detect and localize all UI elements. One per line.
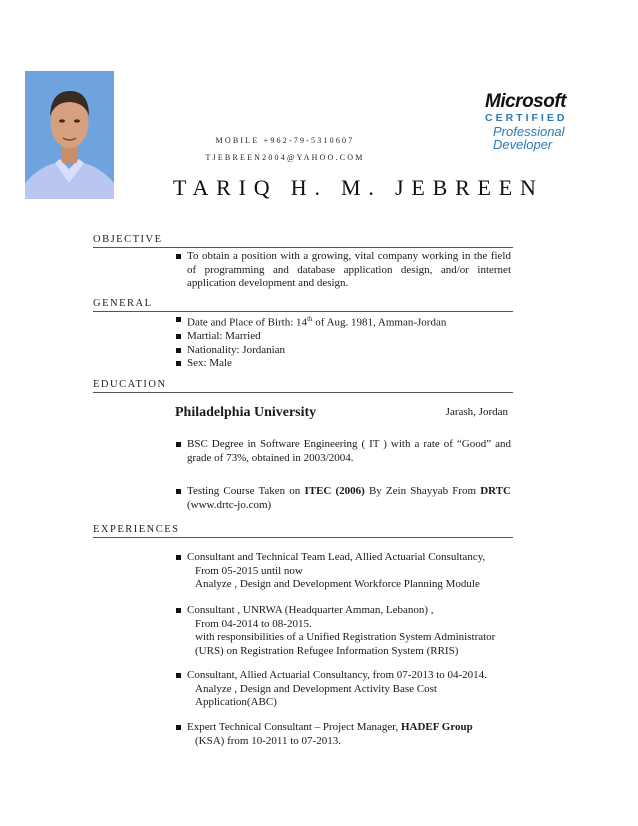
exp3-line1: Consultant, Allied Actuarial Consultancy, from 07-2013 to 04-2014.: [175, 669, 511, 683]
exp4-title: Expert Technical Consultant – Project Manager,: [187, 721, 401, 733]
university-location: Jarash, Jordan: [445, 406, 508, 418]
divider: [173, 537, 513, 538]
general-block: [175, 313, 511, 371]
education-course-block: [175, 485, 511, 512]
email-address[interactable]: TJEBREEN2004@YAHOO.COM: [205, 153, 365, 162]
exp1-line3: Analyze , Design and Development Workforce Planning Module: [195, 578, 480, 590]
profile-photo: [25, 71, 114, 199]
course-itec: ITEC (2006): [304, 485, 365, 497]
education-degree: BSC Degree in Software Engineering ( IT ) with a rate of “Good” and grade of 73%, obtained in 2003/2004.: [175, 438, 511, 465]
exp4-line1: [175, 721, 511, 735]
logo-line2: Developer: [493, 137, 553, 152]
university-name: Philadelphia University: [175, 405, 317, 420]
divider: [93, 537, 173, 538]
general-marital: Martial: Married: [175, 330, 511, 344]
exp2-line2: From 04-2014 to 08-2015.: [195, 617, 312, 630]
course-drtc: DRTC: [480, 485, 511, 497]
education-degree-block: [175, 438, 511, 465]
exp2-line3: with responsibilities of a Unified Registration System Administrator: [195, 631, 496, 643]
section-objective: OBJECTIVE: [93, 234, 163, 245]
objective-text: To obtain a position with a growing, vital company working in the field of programming and database application design, and/or internet application development and design.: [175, 250, 511, 291]
exp2-line4: (URS) on Registration Refugee Information System (RRIS): [195, 644, 459, 657]
logo-line1: Professional: [493, 124, 565, 139]
divider: [93, 311, 173, 312]
candidate-name: TARIQ H. M. JEBREEN: [173, 175, 544, 200]
dob-prefix: Date and Place of Birth: 14: [187, 316, 308, 329]
section-education: EDUCATION: [93, 379, 167, 390]
divider: [93, 247, 173, 248]
divider: [173, 311, 513, 312]
exp2-line1: Consultant , UNRWA (Headquarter Amman, Lebanon) ,: [175, 604, 511, 618]
dob-sup: th: [307, 315, 313, 323]
logo-certified: CERTIFIED: [485, 112, 568, 124]
experience-3: [175, 669, 511, 710]
experience-1: [175, 551, 511, 592]
dob-suffix: of Aug. 1981, Amman-Jordan: [312, 316, 447, 329]
general-dob: [175, 313, 511, 330]
course-url: (www.drtc-jo.com): [187, 498, 272, 511]
general-sex: Sex: Male: [175, 357, 511, 371]
logo-brand: Microsoft: [485, 91, 566, 112]
objective-block: [175, 250, 511, 291]
exp1-line2: From 05-2015 until now: [195, 564, 303, 577]
course-pre: Testing Course Taken on: [187, 485, 305, 497]
experience-4: [175, 721, 511, 748]
divider: [173, 247, 513, 248]
divider: [93, 392, 173, 393]
general-nationality: Nationality: Jordanian: [175, 344, 511, 358]
course-mid: By Zein Shayyab From: [364, 485, 481, 497]
section-general: GENERAL: [93, 298, 153, 309]
exp4-company: HADEF Group: [400, 721, 473, 733]
section-experiences: EXPERIENCES: [93, 524, 180, 535]
experience-2: [175, 604, 511, 658]
exp3-line3: Application(ABC): [195, 696, 277, 708]
exp4-line2: (KSA) from 10-2011 to 07-2013.: [195, 734, 341, 747]
divider: [173, 392, 513, 393]
exp3-line2: Analyze , Design and Development Activity Base Cost: [195, 682, 437, 695]
microsoft-certified-logo: [485, 92, 580, 151]
exp1-line1: Consultant and Technical Team Lead, Allied Actuarial Consultancy,: [175, 551, 511, 565]
mobile-number: MOBILE +962-79-5310607: [215, 136, 355, 145]
education-course: [175, 485, 511, 512]
